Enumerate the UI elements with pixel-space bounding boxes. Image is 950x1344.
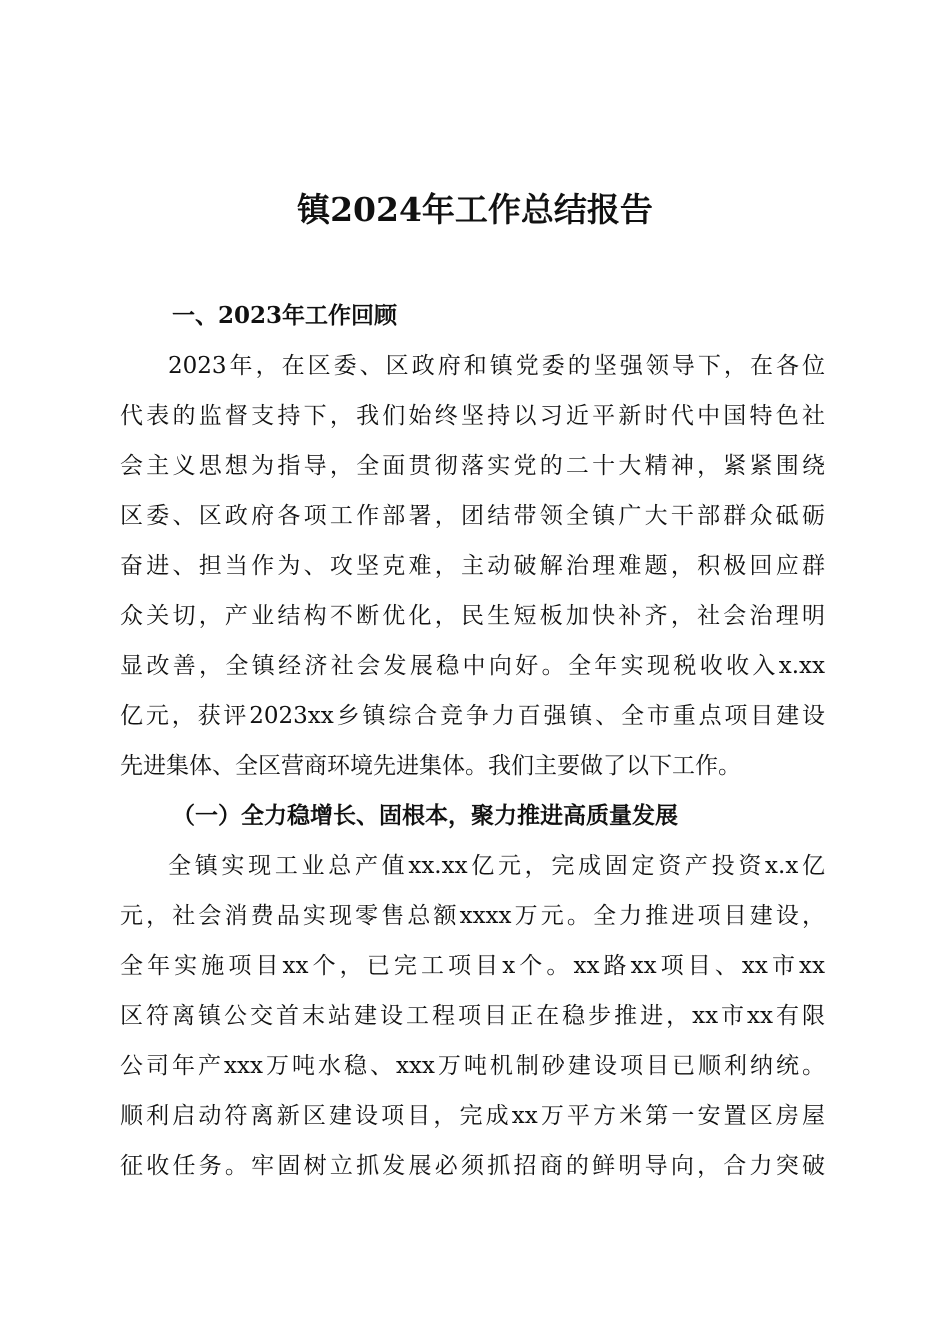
paragraph-line: 全镇实现工业总产值xx.xx亿元，完成固定资产投资x.x亿 [168, 853, 825, 879]
paragraph-1 [120, 341, 825, 791]
paragraph-line: 公司年产xxx万吨水稳、xxx万吨机制砂建设项目已顺利纳统。 [120, 1053, 825, 1079]
section-heading: 一、2023年工作回顾 [172, 302, 398, 329]
document-title: 镇2024年工作总结报告 [297, 190, 653, 229]
paragraph-line: 元，社会消费品实现零售总额xxxx万元。全力推进项目建设， [120, 903, 825, 929]
paragraph-line: 征收任务。牢固树立抓发展必须抓招商的鲜明导向，合力突破 [120, 1153, 825, 1179]
paragraph-line: 区委、区政府各项工作部署，团结带领全镇广大干部群众砥砺 [120, 503, 825, 529]
paragraph-2 [120, 841, 825, 1191]
paragraph-line: 会主义思想为指导，全面贯彻落实党的二十大精神，紧紧围绕 [120, 453, 825, 479]
paragraph-line: 显改善，全镇经济社会发展稳中向好。全年实现税收收入x.xx [120, 653, 825, 679]
paragraph-line: 顺利启动符离新区建设项目，完成xx万平方米第一安置区房屋 [120, 1103, 825, 1129]
paragraph-line: 先进集体、全区营商环境先进集体。我们主要做了以下工作。 [120, 753, 741, 779]
paragraph-line: 全年实施项目xx个，已完工项目x个。xx路xx项目、xx市xx [120, 953, 825, 979]
paragraph-line: 亿元，获评2023xx乡镇综合竞争力百强镇、全市重点项目建设 [120, 703, 825, 729]
paragraph-line: 区符离镇公交首末站建设工程项目正在稳步推进，xx市xx有限 [120, 1003, 825, 1029]
paragraph-line: 奋进、担当作为、攻坚克难，主动破解治理难题，积极回应群 [120, 553, 825, 579]
subsection-heading: （一）全力稳增长、固根本，聚力推进高质量发展 [172, 802, 678, 829]
paragraph-line: 2023年，在区委、区政府和镇党委的坚强领导下，在各位 [168, 353, 825, 379]
paragraph-line: 代表的监督支持下，我们始终坚持以习近平新时代中国特色社 [120, 403, 825, 429]
paragraph-line: 众关切，产业结构不断优化，民生短板加快补齐，社会治理明 [120, 603, 825, 629]
document-body [120, 291, 825, 1191]
